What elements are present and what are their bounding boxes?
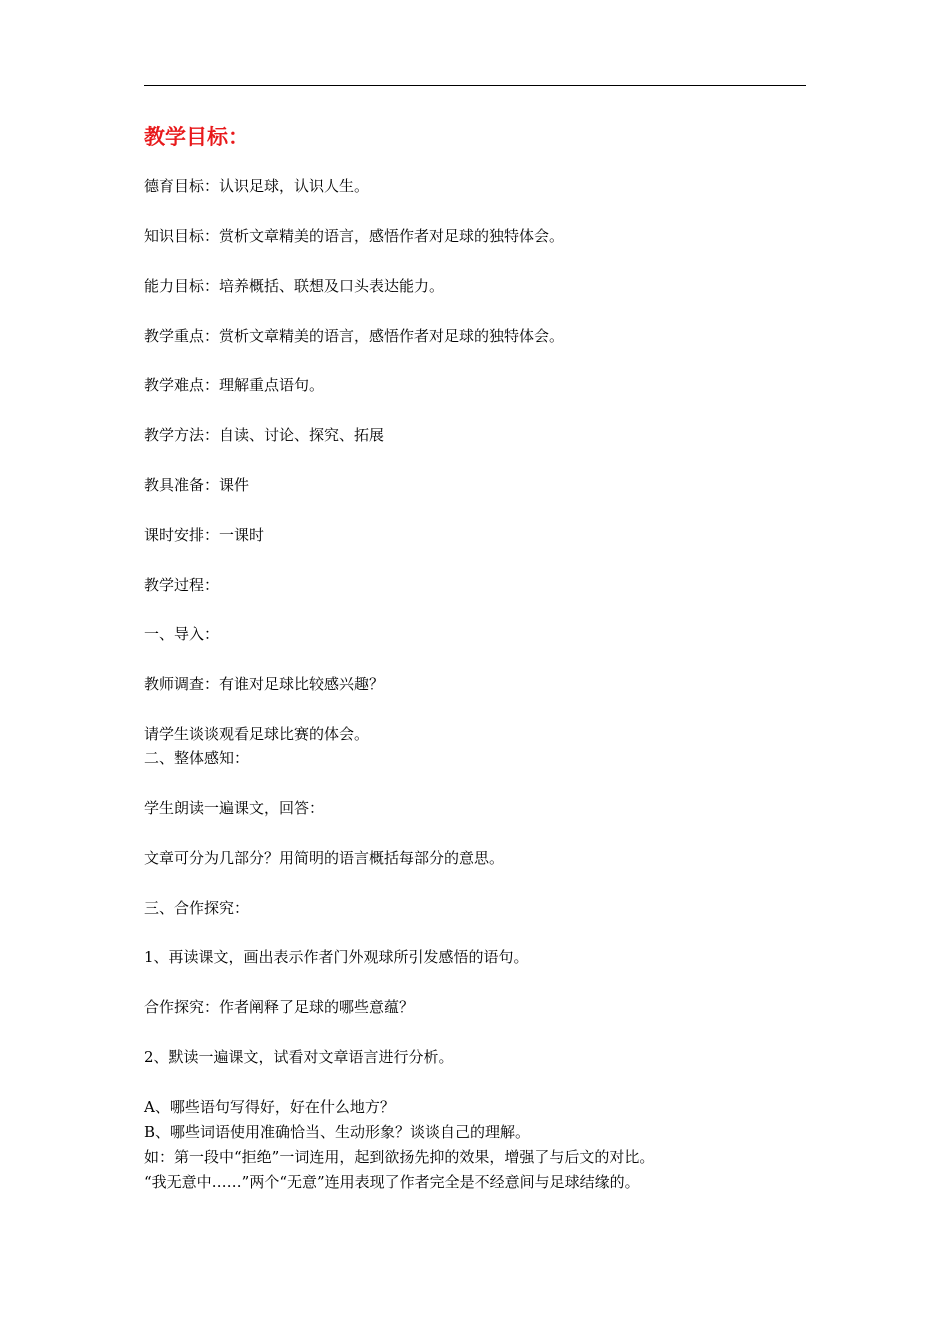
text-line: 知识目标：赏析文章精美的语言，感悟作者对足球的独特体会。 [144,227,565,245]
header-rule [144,85,806,86]
text-line: 教师调查：有谁对足球比较感兴趣？ [144,675,385,693]
text-line: 一、导入： [144,625,220,643]
text-line: 合作探究：作者阐释了足球的哪些意蕴？ [144,998,415,1016]
text-line: A、哪些语句写得好，好在什么地方？ [144,1098,395,1116]
text-line: 能力目标：培养概括、联想及口头表达能力。 [144,277,445,295]
section-heading: 教学目标： [144,125,249,149]
text-line: 教学重点：赏析文章精美的语言，感悟作者对足球的独特体会。 [144,327,565,345]
text-line: B、哪些词语使用准确恰当、生动形象？谈谈自己的理解。 [144,1123,531,1141]
text-line: 课时安排：一课时 [144,526,265,544]
text-line: 学生朗读一遍课文，回答： [144,799,325,817]
text-line: 教学难点：理解重点语句。 [144,376,325,394]
text-line: 如：第一段中“拒绝”一词连用，起到欲扬先抑的效果，增强了与后文的对比。 [144,1148,655,1166]
text-line: 德育目标：认识足球，认识人生。 [144,177,370,195]
text-line: 二、整体感知： [144,749,250,767]
text-line: 教具准备：课件 [144,476,250,494]
text-line: 请学生谈谈观看足球比赛的体会。 [144,725,370,743]
text-line: 文章可分为几部分？用简明的语言概括每部分的意思。 [144,849,505,867]
text-line: 三、合作探究： [144,899,250,917]
text-line: “我无意中……”两个“无意”连用表现了作者完全是不经意间与足球结缘的。 [144,1173,640,1191]
text-line: 教学方法：自读、讨论、探究、拓展 [144,426,385,444]
text-line: 2、默读一遍课文，试看对文章语言进行分析。 [144,1048,454,1066]
text-line: 教学过程： [144,576,220,594]
text-line: 1、再读课文，画出表示作者门外观球所引发感悟的语句。 [144,948,529,966]
